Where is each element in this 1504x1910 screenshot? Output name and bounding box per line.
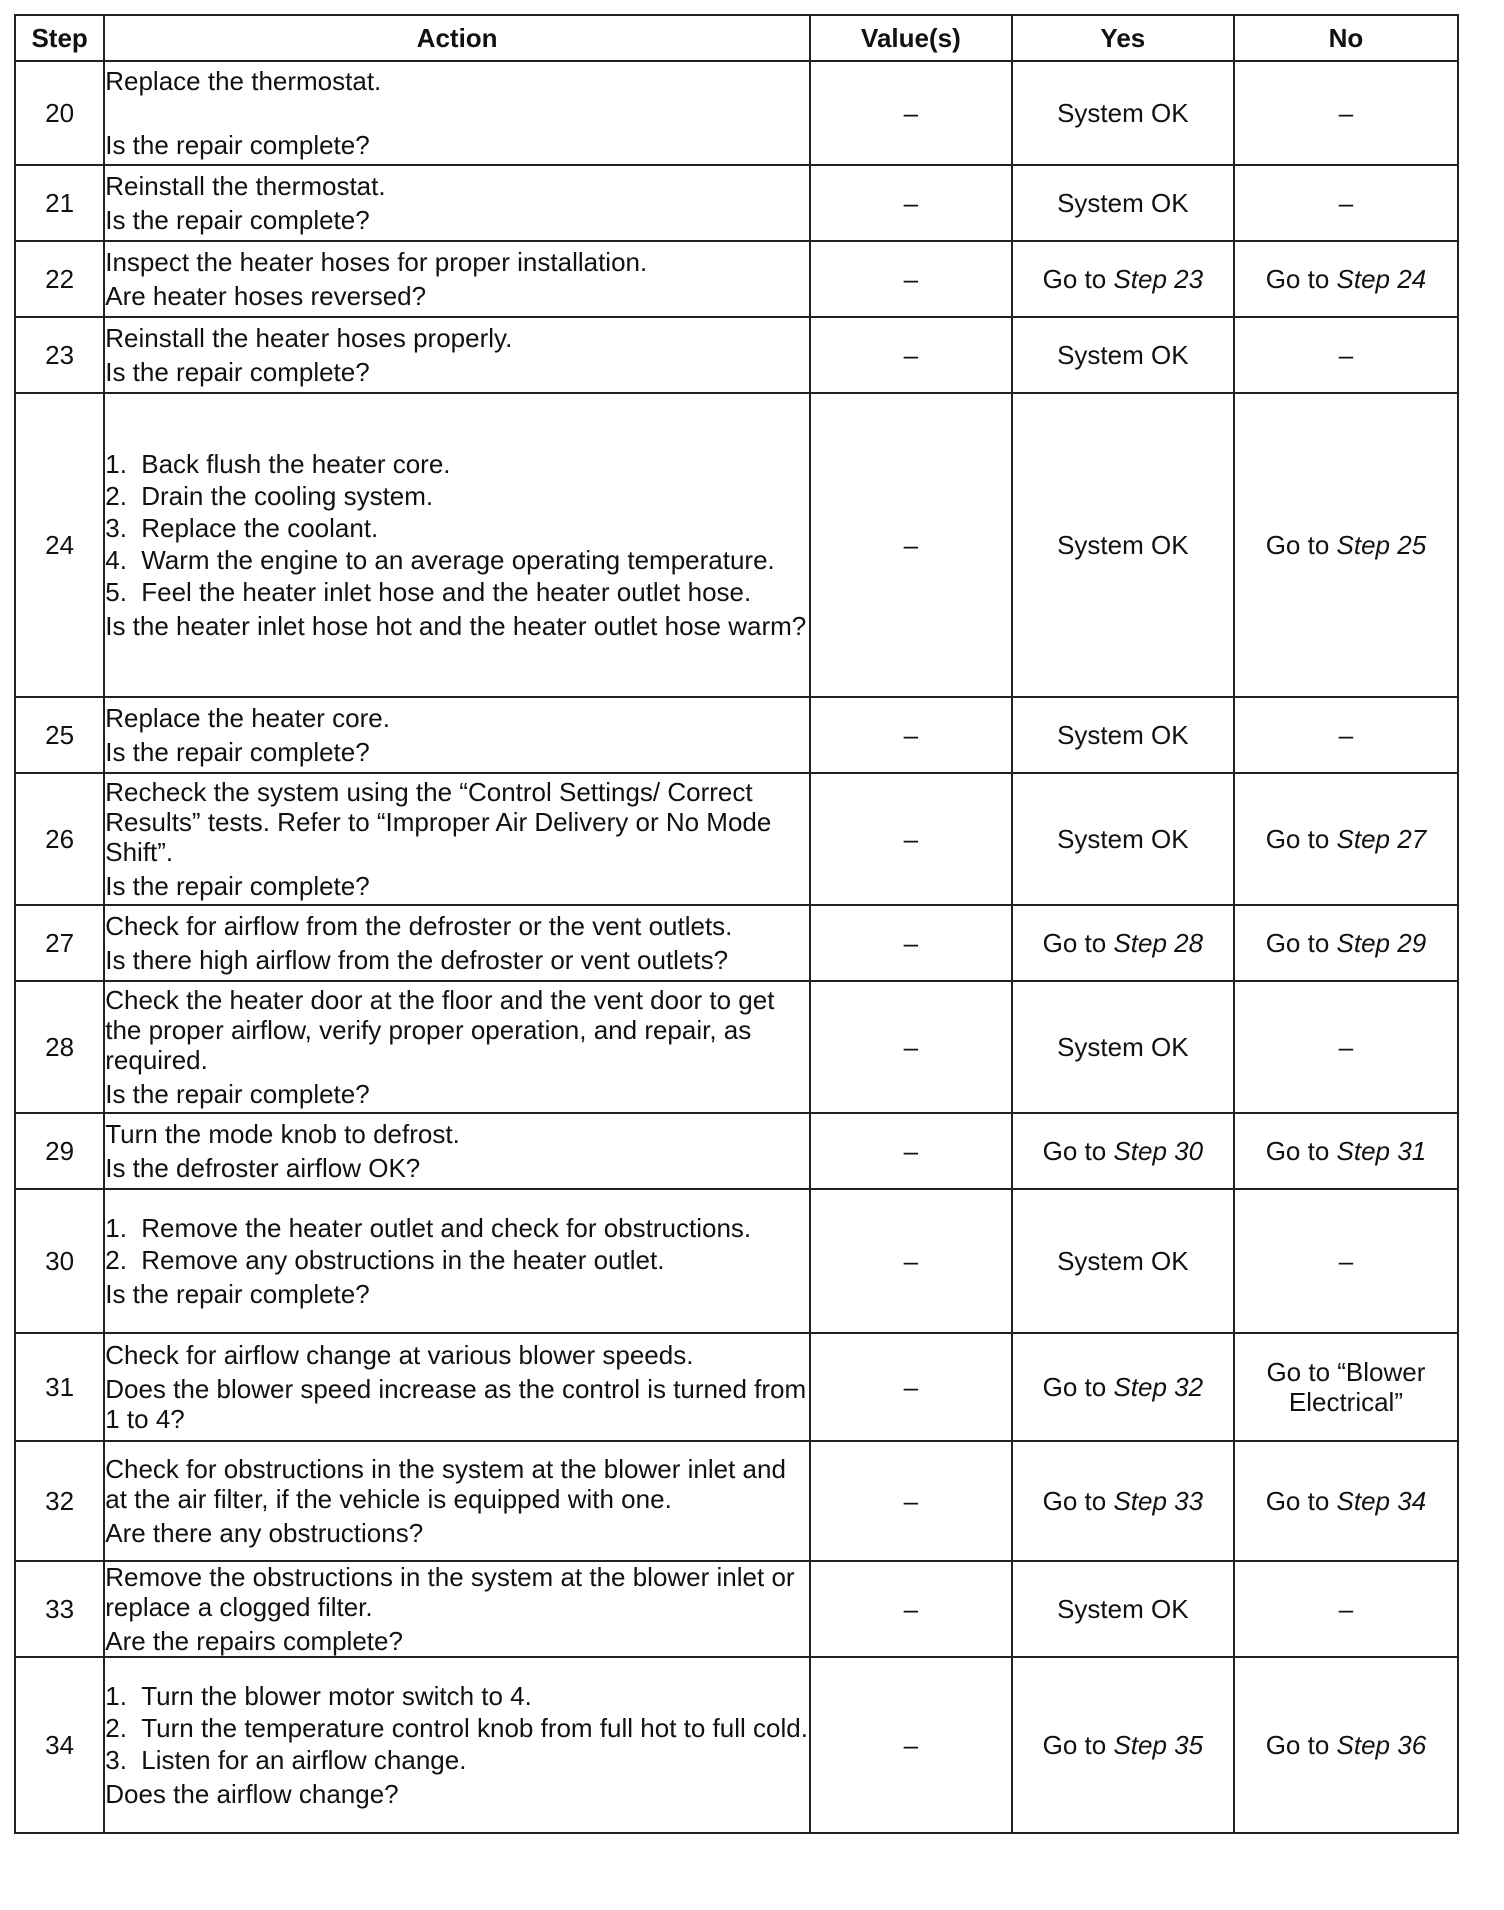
action-step-number: 1. xyxy=(105,1213,127,1243)
table-row xyxy=(15,1441,1458,1561)
action-step-item xyxy=(105,1213,809,1243)
step-number: 22 xyxy=(15,241,104,317)
table-row xyxy=(15,1333,1458,1441)
action-step-item xyxy=(105,1745,809,1775)
table-row xyxy=(15,1657,1458,1833)
action-cell xyxy=(104,1113,810,1189)
step-number: 21 xyxy=(15,165,104,241)
no-goto-prefix: Go to xyxy=(1265,928,1330,958)
action-step-text: Drain the cooling system. xyxy=(141,481,434,511)
action-cell xyxy=(104,317,810,393)
action-step-item xyxy=(105,1713,809,1743)
action-step-item xyxy=(105,1245,809,1275)
action-steps-list xyxy=(105,1213,809,1275)
no-cell: – xyxy=(1234,317,1458,393)
no-cell xyxy=(1234,905,1458,981)
action-text: Replace the thermostat. xyxy=(105,66,382,96)
action-question: Is the repair complete? xyxy=(105,1079,370,1109)
no-goto-prefix: Go to xyxy=(1265,264,1330,294)
action-step-text: Feel the heater inlet hose and the heater outlet hose. xyxy=(141,577,752,607)
step-number: 29 xyxy=(15,1113,104,1189)
value-cell: – xyxy=(810,697,1012,773)
action-text: Recheck the system using the “Control Settings/ Correct Results” tests. Refer to “Improper Air Delivery or No Mode Shift”. xyxy=(105,777,772,867)
action-question: Are heater hoses reversed? xyxy=(105,281,427,311)
action-cell xyxy=(104,1333,810,1441)
no-cell xyxy=(1234,241,1458,317)
action-question: Does the blower speed increase as the control is turned from 1 to 4? xyxy=(105,1374,807,1434)
step-number: 31 xyxy=(15,1333,104,1441)
action-step-item xyxy=(105,513,809,543)
action-question: Is the heater inlet hose hot and the heater outlet hose warm? xyxy=(105,611,807,641)
yes-cell: System OK xyxy=(1012,317,1234,393)
action-text: Replace the heater core. xyxy=(105,703,390,733)
no-cell xyxy=(1234,1113,1458,1189)
table-row xyxy=(15,697,1458,773)
action-text: Turn the mode knob to defrost. xyxy=(105,1119,460,1149)
step-number: 28 xyxy=(15,981,104,1113)
yes-goto-prefix: Go to xyxy=(1042,1730,1107,1760)
yes-goto-prefix: Go to xyxy=(1042,928,1107,958)
action-cell xyxy=(104,165,810,241)
yes-cell: System OK xyxy=(1012,393,1234,697)
step-number: 30 xyxy=(15,1189,104,1333)
table-row xyxy=(15,1113,1458,1189)
action-step-number: 4. xyxy=(105,545,127,575)
action-question: Is the repair complete? xyxy=(105,1279,370,1309)
no-goto-step: Step 34 xyxy=(1336,1486,1427,1516)
action-step-text: Remove any obstructions in the heater outlet. xyxy=(141,1245,665,1275)
yes-cell: System OK xyxy=(1012,773,1234,905)
action-step-item xyxy=(105,1681,809,1711)
no-goto-step: Step 29 xyxy=(1336,928,1427,958)
action-step-text: Remove the heater outlet and check for obstructions. xyxy=(141,1213,752,1243)
yes-goto-step: Step 33 xyxy=(1113,1486,1204,1516)
header-no: No xyxy=(1234,15,1458,61)
table-row xyxy=(15,165,1458,241)
action-cell xyxy=(104,241,810,317)
yes-cell: System OK xyxy=(1012,981,1234,1113)
no-cell xyxy=(1234,773,1458,905)
action-question: Is the defroster airflow OK? xyxy=(105,1153,421,1183)
action-cell xyxy=(104,61,810,165)
no-goto-prefix: Go to xyxy=(1265,824,1330,854)
action-cell xyxy=(104,981,810,1113)
yes-cell xyxy=(1012,1113,1234,1189)
action-question: Are there any obstructions? xyxy=(105,1518,424,1548)
header-row xyxy=(15,15,1458,61)
action-step-item xyxy=(105,449,809,479)
value-cell: – xyxy=(810,241,1012,317)
yes-cell xyxy=(1012,241,1234,317)
header-action: Action xyxy=(104,15,810,61)
action-question: Does the airflow change? xyxy=(105,1779,399,1809)
diagnostic-table-page xyxy=(14,14,1459,1834)
value-cell: – xyxy=(810,61,1012,165)
value-cell: – xyxy=(810,1113,1012,1189)
action-cell xyxy=(104,697,810,773)
no-goto-step: Step 31 xyxy=(1336,1136,1427,1166)
action-step-item xyxy=(105,577,809,607)
action-step-text: Turn the blower motor switch to 4. xyxy=(141,1681,532,1711)
yes-cell: System OK xyxy=(1012,1189,1234,1333)
action-text: Check for airflow from the defroster or the vent outlets. xyxy=(105,911,733,941)
action-step-number: 2. xyxy=(105,481,127,511)
yes-goto-prefix: Go to xyxy=(1042,1136,1107,1166)
action-steps-list xyxy=(105,449,809,607)
action-step-text: Replace the coolant. xyxy=(141,513,379,543)
action-cell xyxy=(104,905,810,981)
step-number: 23 xyxy=(15,317,104,393)
yes-cell xyxy=(1012,1657,1234,1833)
no-cell: – xyxy=(1234,1561,1458,1657)
no-cell: – xyxy=(1234,61,1458,165)
yes-cell: System OK xyxy=(1012,1561,1234,1657)
no-goto-prefix: Go to xyxy=(1265,530,1330,560)
table-row xyxy=(15,241,1458,317)
action-cell xyxy=(104,1441,810,1561)
header-yes: Yes xyxy=(1012,15,1234,61)
no-goto-prefix: Go to xyxy=(1265,1136,1330,1166)
action-text: Check for obstructions in the system at the blower inlet and at the air filter, if the vehicle is equipped with one. xyxy=(105,1454,786,1514)
action-question: Are the repairs complete? xyxy=(105,1626,403,1656)
yes-goto-step: Step 28 xyxy=(1113,928,1204,958)
action-steps-list xyxy=(105,1681,809,1775)
value-cell: – xyxy=(810,165,1012,241)
table-row xyxy=(15,317,1458,393)
no-cell: – xyxy=(1234,165,1458,241)
action-cell xyxy=(104,1189,810,1333)
value-cell: – xyxy=(810,773,1012,905)
table-row xyxy=(15,61,1458,165)
no-goto-prefix: Go to xyxy=(1265,1486,1330,1516)
step-number: 34 xyxy=(15,1657,104,1833)
yes-goto-prefix: Go to xyxy=(1042,1486,1107,1516)
value-cell: – xyxy=(810,1333,1012,1441)
action-text: Reinstall the heater hoses properly. xyxy=(105,323,513,353)
action-text: Reinstall the thermostat. xyxy=(105,171,386,201)
action-step-number: 1. xyxy=(105,449,127,479)
header-step: Step xyxy=(15,15,104,61)
no-cell xyxy=(1234,1441,1458,1561)
yes-cell xyxy=(1012,1333,1234,1441)
yes-cell xyxy=(1012,1441,1234,1561)
step-number: 27 xyxy=(15,905,104,981)
step-number: 32 xyxy=(15,1441,104,1561)
action-step-text: Warm the engine to an average operating temperature. xyxy=(141,545,775,575)
yes-goto-prefix: Go to xyxy=(1042,264,1107,294)
action-question: Is the repair complete? xyxy=(105,130,370,160)
table-row xyxy=(15,1189,1458,1333)
yes-goto-step: Step 32 xyxy=(1113,1372,1204,1402)
action-step-number: 2. xyxy=(105,1245,127,1275)
action-step-number: 2. xyxy=(105,1713,127,1743)
value-cell: – xyxy=(810,1657,1012,1833)
yes-goto-step: Step 23 xyxy=(1113,264,1204,294)
table-row xyxy=(15,981,1458,1113)
action-question: Is the repair complete? xyxy=(105,737,370,767)
value-cell: – xyxy=(810,1441,1012,1561)
value-cell: – xyxy=(810,1189,1012,1333)
action-cell xyxy=(104,773,810,905)
table-row xyxy=(15,773,1458,905)
action-text: Check the heater door at the floor and the vent door to get the proper airflow, verify proper operation, and repair, as required. xyxy=(105,985,775,1075)
action-text: Check for airflow change at various blower speeds. xyxy=(105,1340,694,1370)
action-cell xyxy=(104,1561,810,1657)
no-goto-prefix: Go to xyxy=(1265,1730,1330,1760)
action-step-item xyxy=(105,481,809,511)
table-row xyxy=(15,905,1458,981)
no-cell: – xyxy=(1234,981,1458,1113)
action-question: Is the repair complete? xyxy=(105,871,370,901)
value-cell: – xyxy=(810,393,1012,697)
action-cell xyxy=(104,1657,810,1833)
table-row xyxy=(15,393,1458,697)
yes-cell xyxy=(1012,905,1234,981)
no-cell: – xyxy=(1234,1189,1458,1333)
step-number: 33 xyxy=(15,1561,104,1657)
action-cell xyxy=(104,393,810,697)
action-question: Is there high airflow from the defroster or vent outlets? xyxy=(105,945,729,975)
yes-goto-prefix: Go to xyxy=(1042,1372,1107,1402)
action-question: Is the repair complete? xyxy=(105,357,370,387)
diagnostic-table xyxy=(14,14,1459,1834)
action-step-text: Listen for an airflow change. xyxy=(141,1745,467,1775)
no-cell: – xyxy=(1234,697,1458,773)
value-cell: – xyxy=(810,317,1012,393)
no-goto-step: Step 25 xyxy=(1336,530,1427,560)
step-number: 25 xyxy=(15,697,104,773)
no-cell xyxy=(1234,1657,1458,1833)
action-step-text: Turn the temperature control knob from full hot to full cold. xyxy=(141,1713,808,1743)
no-goto-step: Step 24 xyxy=(1336,264,1427,294)
value-cell: – xyxy=(810,981,1012,1113)
action-step-number: 3. xyxy=(105,513,127,543)
step-number: 24 xyxy=(15,393,104,697)
action-step-number: 3. xyxy=(105,1745,127,1775)
table-row xyxy=(15,1561,1458,1657)
action-step-number: 5. xyxy=(105,577,127,607)
yes-cell: System OK xyxy=(1012,697,1234,773)
yes-cell: System OK xyxy=(1012,61,1234,165)
action-text: Inspect the heater hoses for proper installation. xyxy=(105,247,648,277)
action-step-text: Back flush the heater core. xyxy=(141,449,451,479)
value-cell: – xyxy=(810,1561,1012,1657)
no-cell: Go to “Blower Electrical” xyxy=(1234,1333,1458,1441)
no-goto-step: Step 27 xyxy=(1336,824,1427,854)
yes-goto-step: Step 30 xyxy=(1113,1136,1204,1166)
action-step-item xyxy=(105,545,809,575)
action-text: Remove the obstructions in the system at the blower inlet or replace a clogged filter. xyxy=(105,1562,795,1622)
step-number: 20 xyxy=(15,61,104,165)
yes-goto-step: Step 35 xyxy=(1113,1730,1204,1760)
action-question: Is the repair complete? xyxy=(105,205,370,235)
table-body xyxy=(15,61,1458,1833)
header-values: Value(s) xyxy=(810,15,1012,61)
value-cell: – xyxy=(810,905,1012,981)
no-goto-step: Step 36 xyxy=(1336,1730,1427,1760)
step-number: 26 xyxy=(15,773,104,905)
no-cell xyxy=(1234,393,1458,697)
action-step-number: 1. xyxy=(105,1681,127,1711)
yes-cell: System OK xyxy=(1012,165,1234,241)
